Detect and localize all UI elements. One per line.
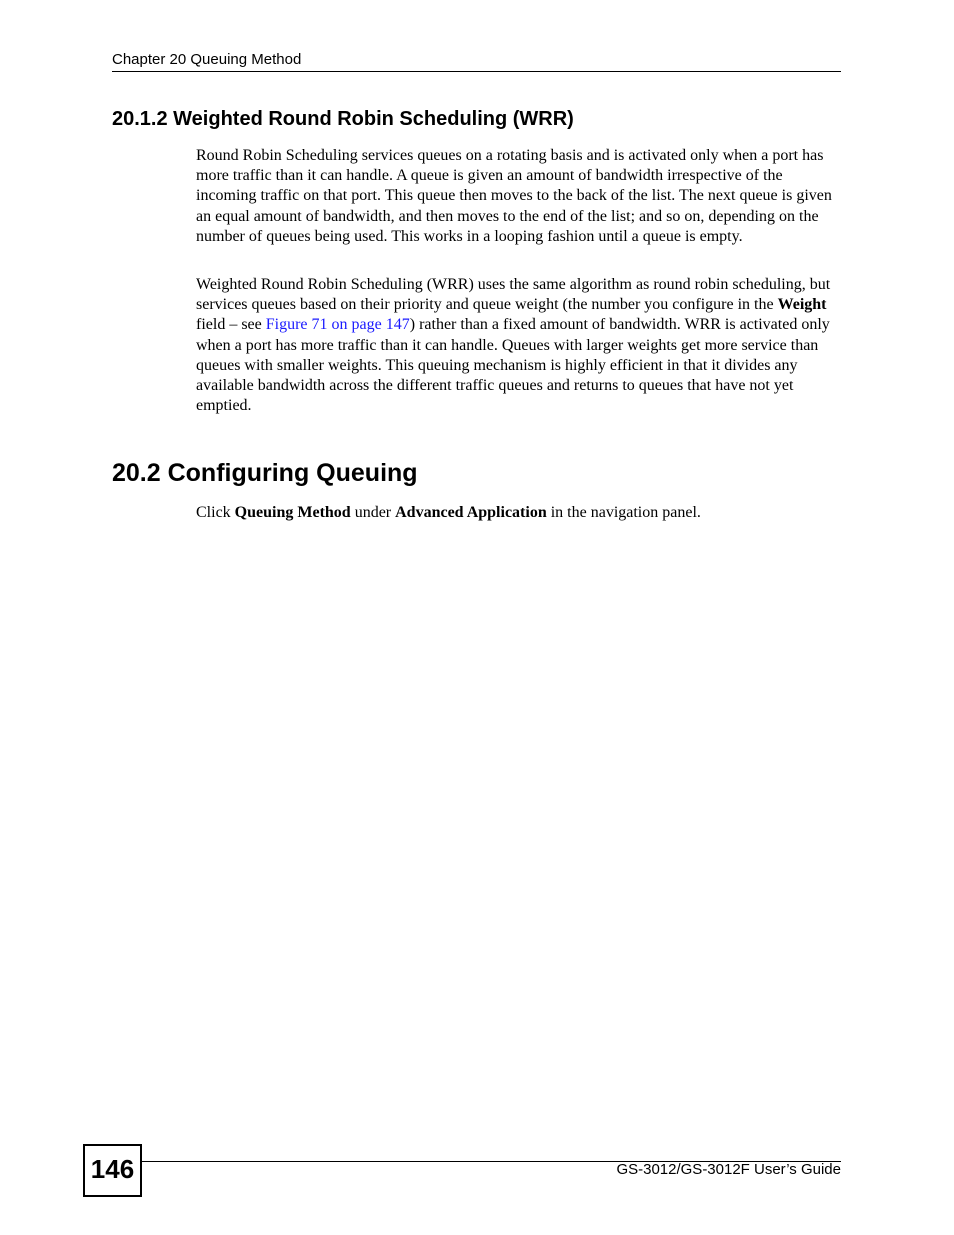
- text-span: field – see: [196, 316, 266, 334]
- configuring-instruction: [196, 503, 842, 523]
- advanced-application-label: Advanced Application: [395, 504, 547, 521]
- running-header: Chapter 20 Queuing Method: [112, 51, 302, 68]
- text-span: ) rather than a fixed amount of bandwidth. WRR is activated only when a port has more traffic than it can handle. Queues with larger weights get more service than queues with smaller weights. This queuing mechanism is highly efficient in that it divides any available bandwidth across the different traffic queues and returns to queues that have not yet emptied.: [196, 316, 830, 415]
- wrr-paragraph-2: [196, 275, 842, 416]
- wrr-paragraph-1: Round Robin Scheduling services queues on a rotating basis and is activated only when a port has more traffic than it can handle. A queue is given an amount of bandwidth irrespective of the incoming traffic on that port. This queue then moves to the back of the list. The next queue is given an equal amount of bandwidth, and then moves to the end of the list; and so on, depending on the number of queues being used. This works in a looping fashion until a queue is empty.: [196, 147, 832, 245]
- queuing-method-label: Queuing Method: [234, 504, 351, 521]
- weight-field-name: Weight: [777, 296, 827, 314]
- text-span: Weighted Round Robin Scheduling (WRR) uses the same algorithm as round robin scheduling, but services queues based on their priority and queue weight (the number you configure in the: [196, 276, 831, 314]
- text-span: Click: [196, 504, 235, 521]
- text-span: in the navigation panel.: [546, 504, 701, 521]
- guide-title: GS-3012/GS-3012F User’s Guide: [616, 1161, 841, 1178]
- page-number: 146: [90, 1154, 135, 1184]
- text-span: under: [350, 504, 396, 521]
- figure-reference-link[interactable]: Figure 71 on page 147: [265, 316, 410, 334]
- page-number-box: [83, 1144, 142, 1197]
- section-heading-configuring-queuing: 20.2 Configuring Queuing: [112, 459, 418, 487]
- section-heading-wrr: 20.1.2 Weighted Round Robin Scheduling (WRR): [112, 108, 574, 130]
- header-divider: [112, 71, 841, 72]
